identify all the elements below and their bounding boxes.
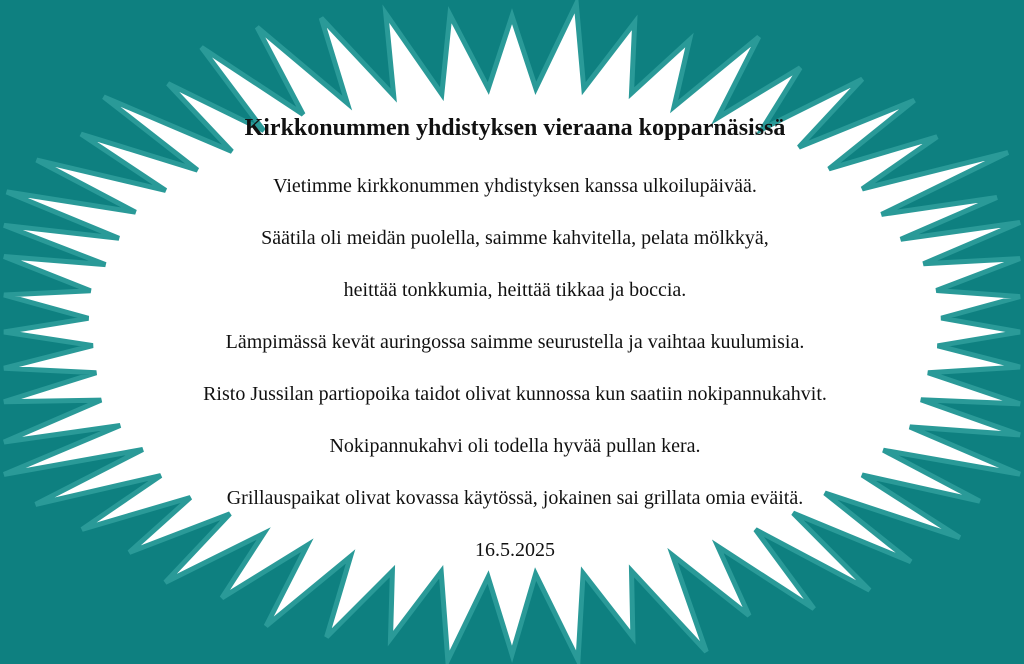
page-title: Kirkkonummen yhdistyksen vieraana kopparnäsissä [244,115,786,141]
text-line-1: Vietimme kirkkonummen yhdistyksen kanssa ulkoilupäivää. [273,175,757,197]
text-line-2: Säätila oli meidän puolella, saimme kahvitella, pelata mölkkyä, [261,227,769,249]
date-line: 16.5.2025 [475,539,555,561]
text-line-6: Nokipannukahvi oli todella hyvää pullan kera. [329,435,701,457]
text-line-7: Grillauspaikat olivat kovassa käytössä, jokainen sai grillata omia eväitä. [226,487,804,509]
text-line-5: Risto Jussilan partiopoika taidot olivat kunnossa kun saatiin nokipannukahvit. [203,383,827,405]
text-line-4: Lämpimässä kevät auringossa saimme seurustella ja vaihtaa kuulumisia. [225,331,805,353]
text-line-3: heittää tonkkumia, heittää tikkaa ja boccia. [343,279,687,301]
